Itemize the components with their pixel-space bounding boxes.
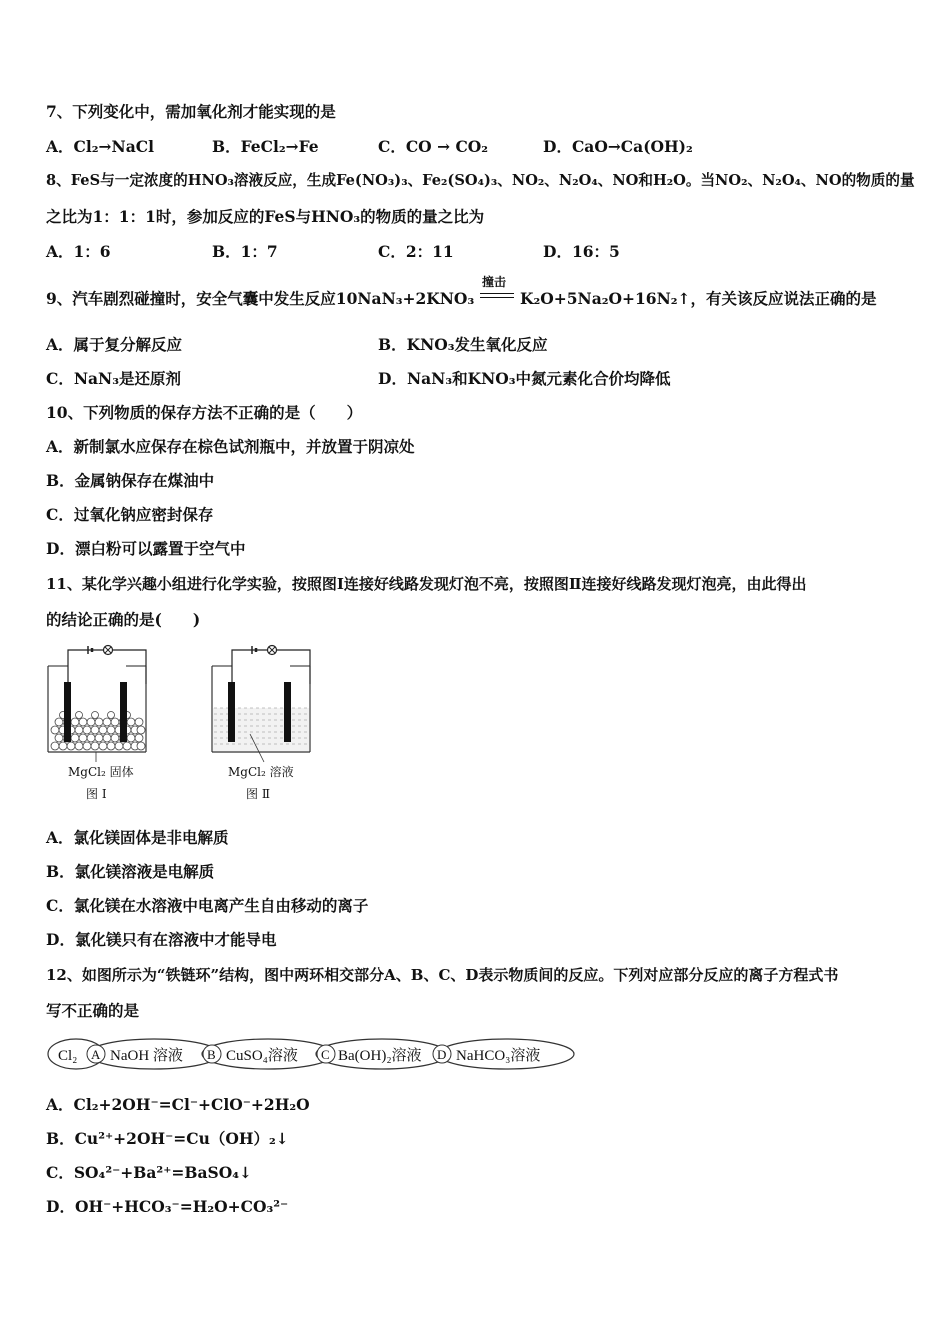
q9-option-c: C．NaN₃是还原剂 <box>46 369 182 388</box>
q8-option-a: A．1：6 <box>46 242 111 261</box>
q11-stem-line2: 的结论正确的是( ) <box>46 610 201 629</box>
chain-label-baoh2: Ba(OH)₂溶液 <box>338 1048 422 1064</box>
q9-option-d: D．NaN₃和KNO₃中氮元素化合价均降低 <box>378 369 671 388</box>
q12-stem-line2: 写不正确的是 <box>46 1001 140 1020</box>
q7-option-c: C．CO → CO₂ <box>378 137 489 156</box>
q8-option-d: D．16：5 <box>543 242 620 261</box>
q10-stem: 10、下列物质的保存方法不正确的是（ ） <box>46 403 363 422</box>
q9-reaction-arrow-bottom <box>480 297 514 298</box>
q8-option-c: C．2：11 <box>378 242 454 261</box>
q11-option-a: A．氯化镁固体是非电解质 <box>46 828 229 847</box>
chain-letter-a: A <box>91 1047 101 1062</box>
q10-option-a: A．新制氯水应保存在棕色试剂瓶中，并放置于阴凉处 <box>46 437 415 456</box>
q11-stem-line1: 11、某化学兴趣小组进行化学实验，按照图Ⅰ连接好线路发现灯泡不亮，按照图Ⅱ连接好线路发现灯泡亮，由此得出 <box>46 575 807 593</box>
q8-option-b: B．1：7 <box>212 242 278 261</box>
q9-stem-pre: 9、汽车剧烈碰撞时，安全气囊中发生反应10NaN₃+2KNO₃ <box>46 289 475 308</box>
figure-2-label: MgCl₂ 溶液 <box>228 765 294 779</box>
q7-option-b: B．FeCl₂→Fe <box>212 137 319 156</box>
q12-option-d: D．OH⁻+HCO₃⁻=H₂O+CO₃²⁻ <box>46 1197 289 1216</box>
figure-1-caption: 图 Ⅰ <box>86 787 107 801</box>
q7-option-a: A．Cl₂→NaCl <box>46 137 154 156</box>
q9-arrow-label: 撞击 <box>482 275 507 289</box>
chain-label-cl2: Cl₂ <box>58 1048 78 1064</box>
q9-option-a: A．属于复分解反应 <box>46 335 183 354</box>
q10-option-d: D．漂白粉可以露置于空气中 <box>46 539 246 558</box>
chain-label-naoh: NaOH 溶液 <box>110 1048 183 1064</box>
chain-letter-b: B <box>207 1047 216 1062</box>
chain-label-cuso4: CuSO₄溶液 <box>226 1048 298 1064</box>
q11-option-b: B．氯化镁溶液是电解质 <box>46 862 215 881</box>
chain-letter-c: C <box>321 1047 330 1062</box>
q7-stem: 7、下列变化中，需加氧化剂才能实现的是 <box>46 102 336 121</box>
figure-2-caption: 图 Ⅱ <box>246 787 270 801</box>
q12-option-b: B．Cu²⁺+2OH⁻=Cu（OH）₂↓ <box>46 1129 289 1148</box>
q9-reaction-arrow-top <box>480 293 514 294</box>
q9-option-b: B．KNO₃发生氧化反应 <box>378 335 548 354</box>
chain-letter-d: D <box>437 1047 447 1062</box>
chain-label-nahco3: NaHCO₃溶液 <box>456 1048 541 1064</box>
q10-option-b: B．金属钠保存在煤油中 <box>46 471 215 490</box>
q11-option-d: D．氯化镁只有在溶液中才能导电 <box>46 930 277 949</box>
q8-stem-line1: 8、FeS与一定浓度的HNO₃溶液反应，生成Fe(NO₃)₃、Fe₂(SO₄)₃、NO₂、N₂O₄、NO和H₂O。当NO₂、N₂O₄、NO的物质的量 <box>46 172 915 189</box>
q9-stem-post: K₂O+5Na₂O+16N₂↑，有关该反应说法正确的是 <box>520 289 877 308</box>
q10-option-c: C．过氧化钠应密封保存 <box>46 505 214 524</box>
figure-1-label: MgCl₂ 固体 <box>68 765 134 779</box>
q12-option-a: A．Cl₂+2OH⁻=Cl⁻+ClO⁻+2H₂O <box>46 1095 310 1114</box>
q12-option-c: C．SO₄²⁻+Ba²⁺=BaSO₄↓ <box>46 1163 252 1182</box>
q11-option-c: C．氯化镁在水溶液中电离产生自由移动的离子 <box>46 896 369 915</box>
q12-stem-line1: 12、如图所示为“铁链环”结构，图中两环相交部分A、B、C、D表示物质间的反应。下列对应部分反应的离子方程式书 <box>46 966 839 984</box>
q8-stem-line2: 之比为1：1：1时，参加反应的FeS与HNO₃的物质的量之比为 <box>46 207 485 226</box>
q7-option-d: D．CaO→Ca(OH)₂ <box>543 137 693 156</box>
iron-chain-diagram <box>46 1036 578 1072</box>
